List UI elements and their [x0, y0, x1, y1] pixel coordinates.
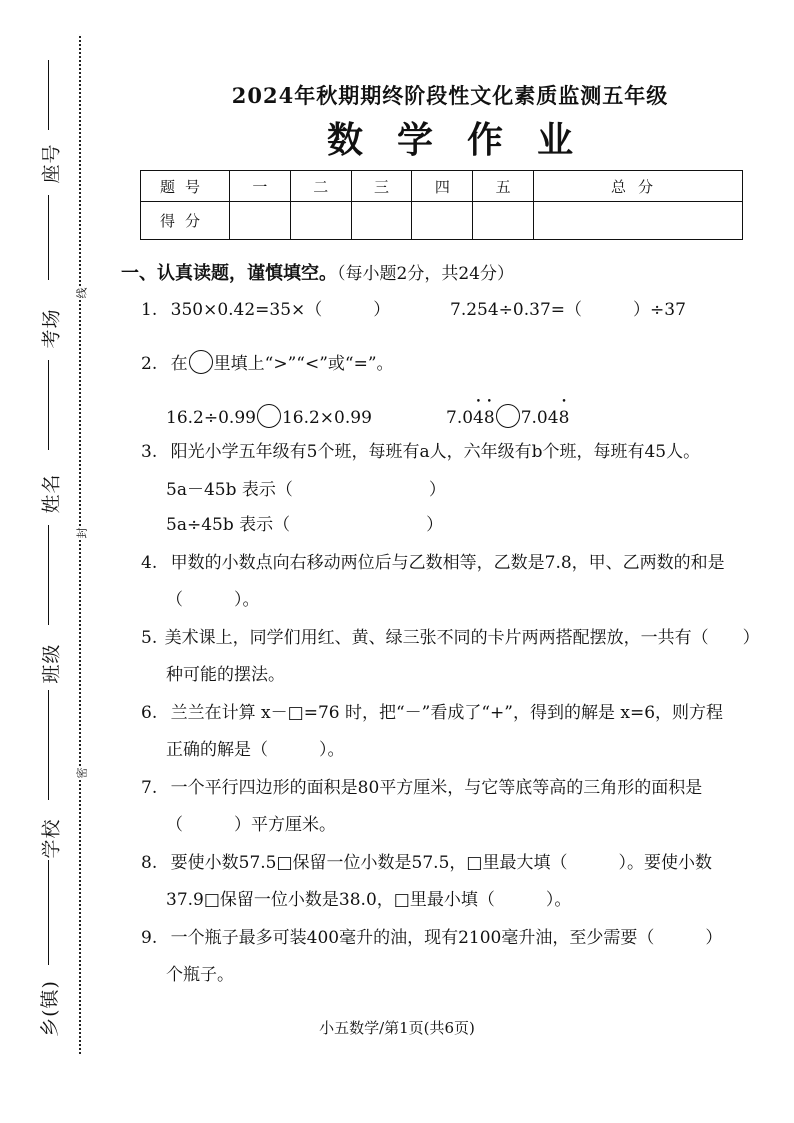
question-9	[141, 930, 722, 947]
question-2-post: 里填上“>”“<”或“=”。	[213, 354, 394, 374]
question-number: 5.	[141, 628, 158, 648]
section-points: （每小题2分，共24分）	[337, 264, 514, 284]
township-line	[48, 860, 49, 965]
question-3-line1: 5a－45b 表示（ ）	[166, 480, 446, 500]
question-4-line1: 甲数的小数点向右移动两位后与乙数相等，乙数是7.8，甲、乙两数的和是	[170, 553, 725, 573]
question-number: 9.	[141, 928, 158, 948]
seal-char-line: 线	[75, 287, 89, 299]
score-cell: 五	[473, 171, 534, 202]
subject-title: 数学作业	[326, 119, 607, 161]
question-2b-left-pre: 7.0	[446, 408, 474, 428]
question-1-left: 350×0.42=35×（ ）	[170, 300, 391, 320]
binding-margin	[0, 0, 100, 1123]
score-cell: 二	[290, 171, 351, 202]
question-2b	[446, 404, 569, 428]
question-5	[141, 630, 760, 647]
question-3-text: 阳光小学五年级有5个班，每班有a人，六年级有b个班，每班有45人。	[170, 442, 701, 462]
score-table	[140, 170, 743, 240]
question-8-line2: 37.9□保留一位小数是38.0，□里最小填（ ）。	[166, 890, 572, 910]
exam-room-line	[48, 195, 49, 280]
score-row-label: 得分	[141, 202, 230, 240]
section-heading	[121, 259, 514, 285]
class-label: 班级	[40, 643, 63, 684]
question-2	[141, 350, 394, 374]
compare-circle-icon[interactable]	[496, 404, 520, 428]
page-footer: 小五数学/第1页(共6页)	[319, 1019, 475, 1037]
seat-number-line	[48, 60, 49, 130]
question-6	[141, 705, 723, 722]
exam-room-label: 考场	[40, 308, 63, 349]
question-number: 8.	[141, 853, 158, 873]
question-1-right: 7.254÷0.37=（ ）÷37	[450, 300, 686, 320]
question-5-line1: 美术课上，同学们用红、黄、绿三张不同的卡片两两搭配摆放，一共有（ ）	[164, 628, 760, 648]
question-7	[141, 780, 702, 797]
score-table-score-row	[141, 202, 743, 240]
score-blank[interactable]	[290, 202, 351, 240]
question-4	[141, 555, 725, 572]
seat-number-label: 座号	[40, 143, 63, 184]
name-label: 姓名	[40, 473, 63, 514]
school-label: 学校	[40, 818, 63, 859]
question-number: 3.	[141, 442, 158, 462]
seal-char-secret: 密	[75, 767, 89, 779]
score-cell: 总分	[534, 171, 743, 202]
compare-circle-icon[interactable]	[257, 404, 281, 428]
repeating-digit: • 8	[559, 410, 570, 427]
question-1	[141, 302, 390, 319]
question-5-line2: 种可能的摆法。	[166, 665, 285, 685]
question-3	[141, 444, 700, 461]
question-7-line1: 一个平行四边形的面积是80平方厘米，与它等底等高的三角形的面积是	[170, 778, 703, 798]
school-line	[48, 690, 49, 800]
question-6-line2: 正确的解是（ ）。	[166, 740, 345, 760]
question-8-line1: 要使小数57.5□保留一位小数是57.5，□里最大填（ ）。要使小数	[170, 853, 712, 873]
question-9-line2: 个瓶子。	[166, 965, 234, 985]
question-number: 2.	[141, 354, 158, 374]
seal-char-seal: 封	[75, 527, 89, 539]
question-6-line1: 兰兰在计算 x－□=76 时，把“－”看成了“+”，得到的解是 x=6，则方程	[170, 703, 724, 723]
question-2a-right: 16.2×0.99	[281, 408, 372, 428]
name-line	[48, 360, 49, 450]
seal-dotted-line	[79, 36, 81, 1054]
question-4-line2: （ ）。	[166, 590, 260, 610]
question-2a-left: 16.2÷0.99	[166, 408, 256, 428]
question-7-line2: （ ）平方厘米。	[166, 815, 336, 835]
question-number: 4.	[141, 553, 158, 573]
repeating-digit: • 8	[484, 410, 495, 427]
score-cell: 四	[412, 171, 473, 202]
class-line	[48, 525, 49, 625]
question-number: 1.	[141, 300, 158, 320]
question-9-line1: 一个瓶子最多可装400毫升的油，现有2100毫升油，至少需要（ ）	[170, 928, 723, 948]
question-2a	[166, 404, 372, 428]
score-blank[interactable]	[230, 202, 291, 240]
section-title: 一、认真读题，谨慎填空。	[121, 263, 337, 284]
score-blank[interactable]	[351, 202, 412, 240]
compare-circle-icon	[189, 350, 213, 374]
question-number: 6.	[141, 703, 158, 723]
score-table-header-row	[141, 171, 743, 202]
question-2-pre: 在	[170, 354, 188, 374]
repeating-digit: • 4	[473, 410, 484, 427]
exam-title: 2024年秋期期终阶段性文化素质监测五年级	[231, 83, 669, 108]
question-2b-right-pre: 7.04	[520, 408, 559, 428]
question-8	[141, 855, 712, 872]
question-number: 7.	[141, 778, 158, 798]
score-blank[interactable]	[473, 202, 534, 240]
score-cell: 题号	[141, 171, 230, 202]
township-label: 乡(镇)	[38, 980, 61, 1037]
score-cell: 三	[351, 171, 412, 202]
score-cell: 一	[230, 171, 291, 202]
score-blank[interactable]	[534, 202, 743, 240]
score-blank[interactable]	[412, 202, 473, 240]
question-3-line2: 5a÷45b 表示（ ）	[166, 515, 444, 535]
